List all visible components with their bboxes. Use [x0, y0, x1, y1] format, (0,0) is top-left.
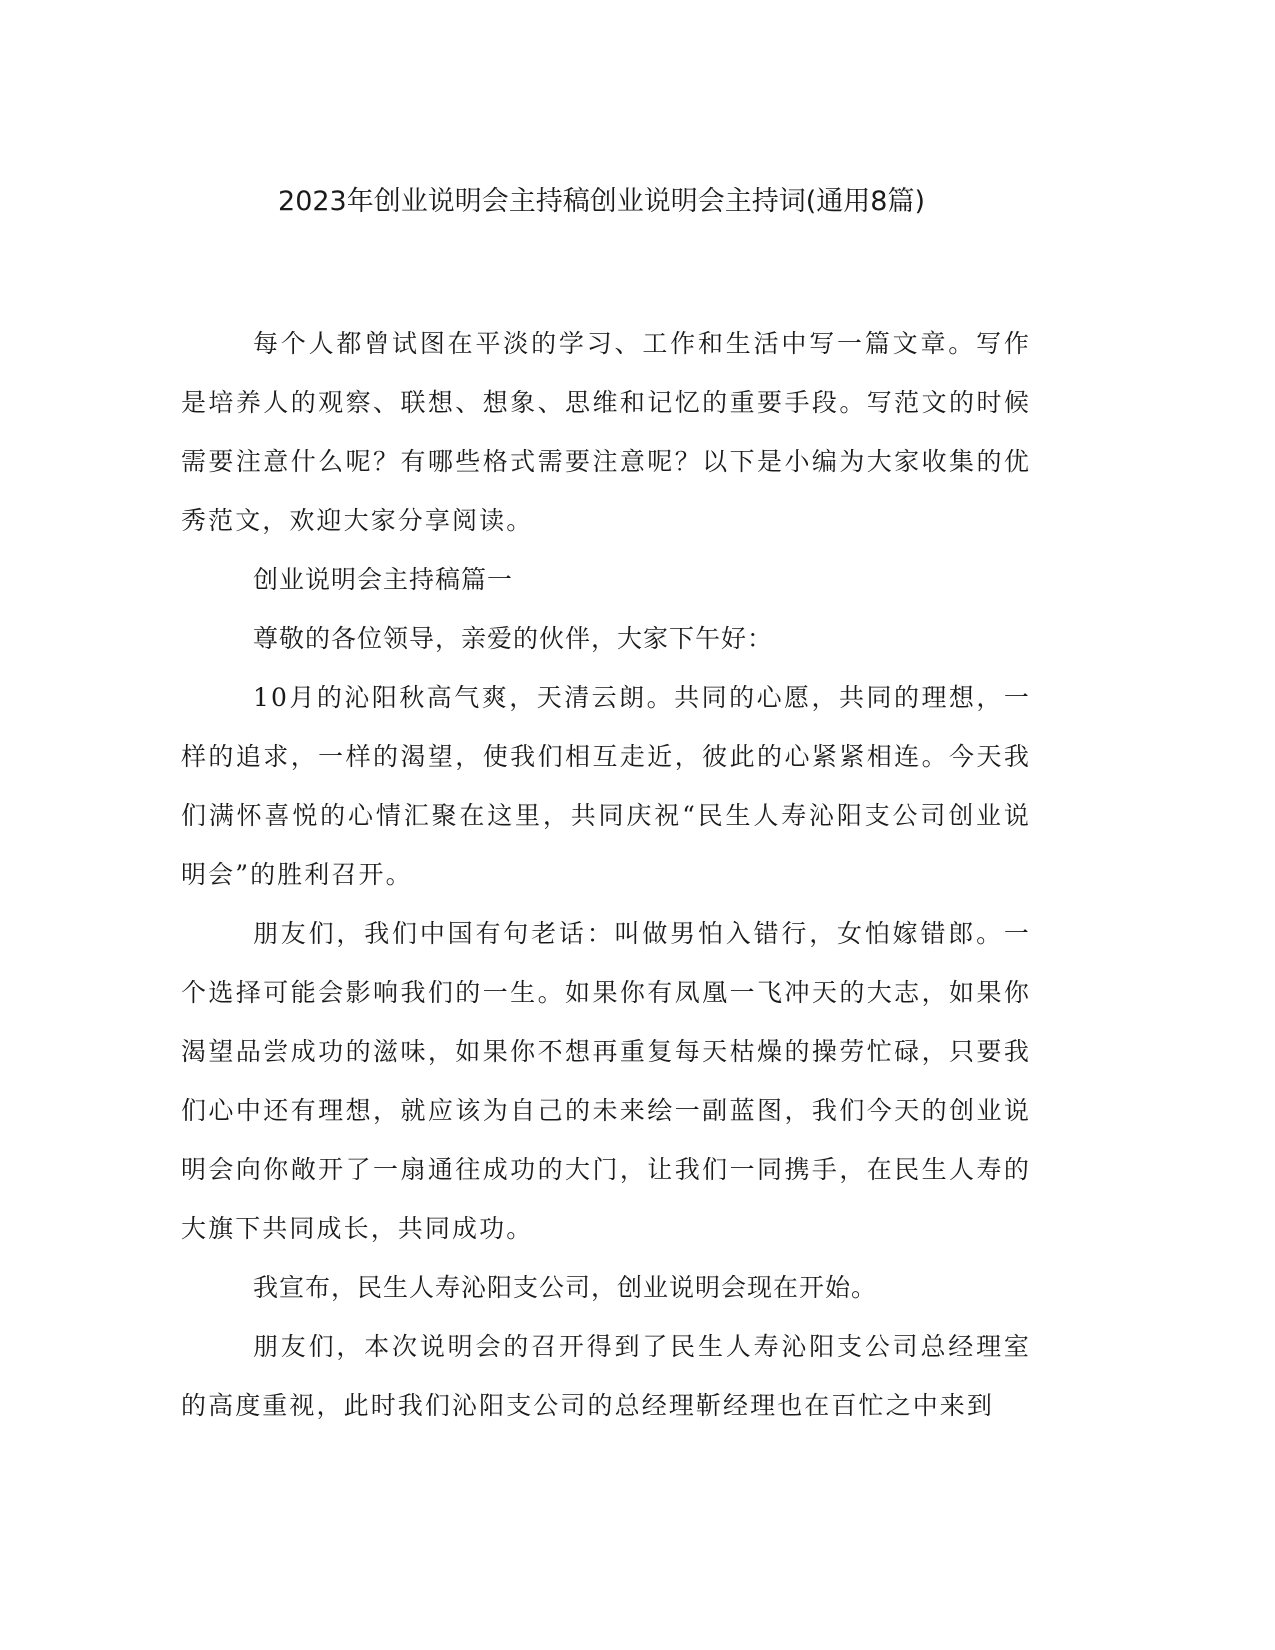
paragraph-management: 朋友们，本次说明会的召开得到了民生人寿沁阳支公司总经理室的高度重视，此时我们沁阳支公司的总经理靳经理也在百忙之中来到 [181, 1332, 1031, 1420]
section-heading: 创业说明会主持稿篇一 [253, 565, 514, 594]
paragraph-intro: 每个人都曾试图在平淡的学习、工作和生活中写一篇文章。写作是培养人的观察、联想、想象、思维和记忆的重要手段。写范文的时候需要注意什么呢？有哪些格式需要注意呢？以下是小编为大家收集的优秀范文，欢迎大家分享阅读。 [181, 329, 1031, 535]
document-body [181, 314, 1031, 1435]
paragraph-friends: 朋友们，我们中国有句老话：叫做男怕入错行，女怕嫁错郎。一个选择可能会影响我们的一生。如果你有凤凰一飞冲天的大志，如果你渴望品尝成功的滋味，如果你不想再重复每天枯燥的操劳忙碌，只要我们心中还有理想，就应该为自己的未来绘一副蓝图，我们今天的创业说明会向你敞开了一扇通往成功的大门，让我们一同携手，在民生人寿的大旗下共同成长，共同成功。 [181, 919, 1031, 1243]
document-title: 2023年创业说明会主持稿创业说明会主持词(通用8篇) [278, 186, 925, 217]
paragraph-announcement: 我宣布，民生人寿沁阳支公司，创业说明会现在开始。 [253, 1273, 878, 1302]
paragraph-greeting: 尊敬的各位领导，亲爱的伙伴，大家下午好： [253, 624, 774, 653]
paragraph-opening: 10月的沁阳秋高气爽，天清云朗。共同的心愿，共同的理想，一样的追求，一样的渴望，使我们相互走近，彼此的心紧紧相连。今天我们满怀喜悦的心情汇聚在这里，共同庆祝“民生人寿沁阳支公司创业说明会”的胜利召开。 [181, 683, 1031, 889]
